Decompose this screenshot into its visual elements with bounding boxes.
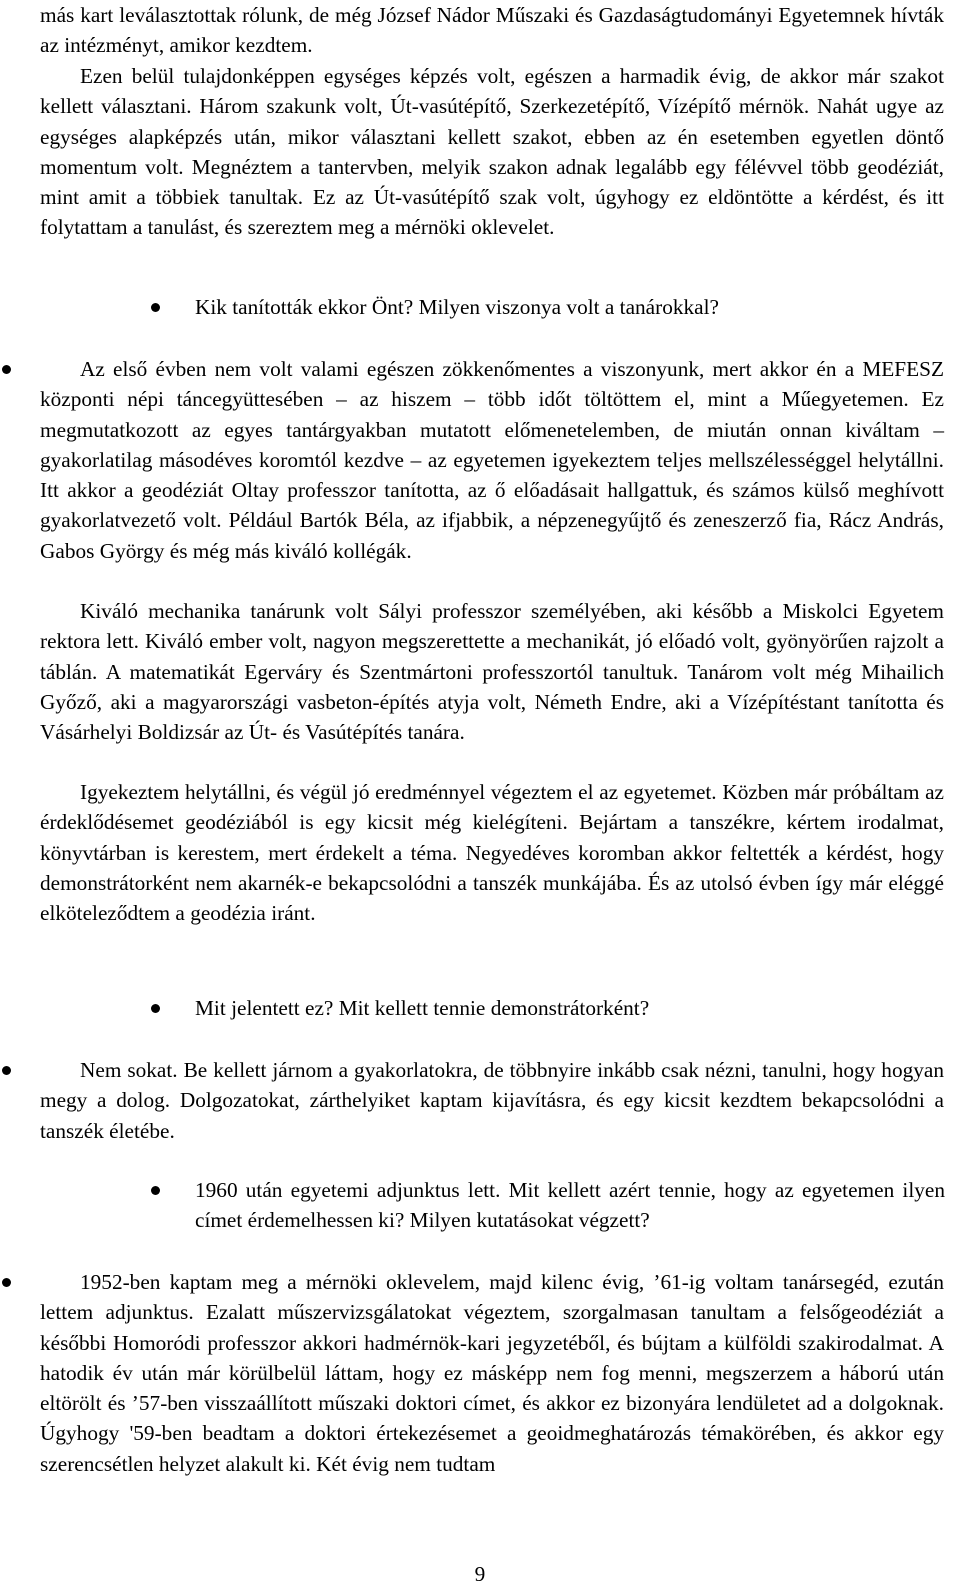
bullet-icon: [151, 303, 160, 312]
question-teachers: Kik tanították ekkor Önt? Milyen viszonya volt a tanárokkal?: [195, 295, 719, 319]
bullet-icon: [2, 1278, 11, 1287]
paragraph-continuation: más kart leválasztottak rólunk, de még József Nádor Műszaki és Gazdaságtudományi Egyetemnek hívták az intézményt, amikor kezdtem.: [40, 3, 944, 58]
paragraph-mechanics-teacher: Kiváló mechanika tanárunk volt Sályi professzor személyében, aki később a Miskolci Egyetem rektora lett. Kiváló ember volt, nagyon megszerettette a mechanikát, jó előadó volt, gyönyörűen rajzolt a táblán. A matematikát Egerváry és Szentmártoni professzortól tanultuk. Tanárom volt még Mihailich Győző, aki a magyarországi vasbeton-építés atyja volt, Németh Endre, aki a Vízépítéstant tanította és Vásárhelyi Boldizsár az Út- és Vasútépítés tanára.: [40, 599, 944, 745]
bullet-icon: [2, 1066, 11, 1075]
paragraph-demonstrator-answer: Nem sokat. Be kellett járnom a gyakorlatokra, de többnyire inkább csak nézni, tanulni, hogy hogyan megy a dolog. Dolgozatokat, zárthelyiket kaptam kijavításra, és egy kicsit kezdtem bekapcsolódni a tanszék életébe.: [40, 1058, 944, 1143]
paragraph-graduation: Igyekeztem helytállni, és végül jó eredménnyel végeztem el az egyetemet. Közben már próbáltam az érdeklődésemet geodéziából is egy kicsit még kielégíteni. Bejártam a tanszékre, kértem irodalmat, könyvtárban is kerestem, mert érdekelt a téma. Negyedéves koromban akkor feltették a kérdést, hogy demonstrátorként nem akarnék-e bekapcsolódni a tanszék munkájába. És az utolsó évben így már eléggé elköteleződtem a geodézia iránt.: [40, 780, 944, 926]
paragraph-career: 1952-ben kaptam meg a mérnöki oklevelem, majd kilenc évig, ’61-ig voltam tanársegéd, ezután lettem adjunktus. Ezalatt műszervizsgálatokat végeztem, szorgalmasan tanultam a felsőgeodéziát a későbbi Homoródi professzor akkori hadmérnök-kari jegyzetéből, és bújtam a külföldi szakirodalmat. A hatodik év után már körülbelül láttam, hogy ez másképp nem fog menni, megszerzem a háború után eltörölt és ’57-ben visszaállított műszaki doktori címet, és akkor ez bizonyára lendületet ad a dolgoknak. Úgyhogy '59-ben beadtam a doktori értekezésemet a geoidmeghatározás témakörében, és akkor egy szerencsétlen helyzet alakult ki. Két évig nem tudtam: [40, 1270, 944, 1476]
bullet-icon: [151, 1186, 160, 1195]
question-adjunct: 1960 után egyetemi adjunktus lett. Mit kellett azért tennie, hogy az egyetemen ilyen címet érdemelhessen ki? Milyen kutatásokat végzett?: [195, 1178, 945, 1233]
question-demonstrator: Mit jelentett ez? Mit kellett tennie demonstrátorként?: [195, 996, 650, 1020]
paragraph-specialization: Ezen belül tulajdonképpen egységes képzés volt, egészen a harmadik évig, de akkor már szakot kellett választani. Három szakunk volt, Út-vasútépítő, Szerkezetépítő, Vízépítő mérnök. Nahát ugye az egységes alapképzés után, mikor választani kellett szakot, ebben az én esetemben egyetlen döntő momentum volt. Megnéztem a tantervben, melyik szakon adnak legalább egy félévvel több geodéziát, mint amit a többiek tanultak. Ez az Út-vasútépítő szak volt, úgyhogy ez eldöntötte a kérdést, és itt folytattam a tanulást, és szereztem meg a mérnöki oklevelet.: [40, 64, 944, 240]
bullet-icon: [151, 1004, 160, 1013]
page-number: 9: [474, 1562, 486, 1586]
bullet-icon: [2, 365, 11, 374]
paragraph-first-year: Az első évben nem volt valami egészen zökkenőmentes a viszonyunk, mert akkor én a MEFESZ központi népi táncegyüttesében – az hiszem – több időt töltöttem el, mint a Műegyetemen. Ez megmutatkozott az egyes tantárgyakban mutatott előmenetelemben, de miután onnan kiváltam – gyakorlatilag másodéves koromtól kezdve – az egyetemen igyekeztem teljes mellszélességgel helytállni. Itt akkor a geodéziát Oltay professzor tanította, az ő előadásait hallgattuk, és számos külső meghívott gyakorlatvezető volt. Például Bartók Béla, az ifjabbik, a népzenegyűjtő és zeneszerző fia, Rácz András, Gabos György és még más kiváló kollégák.: [40, 357, 944, 563]
